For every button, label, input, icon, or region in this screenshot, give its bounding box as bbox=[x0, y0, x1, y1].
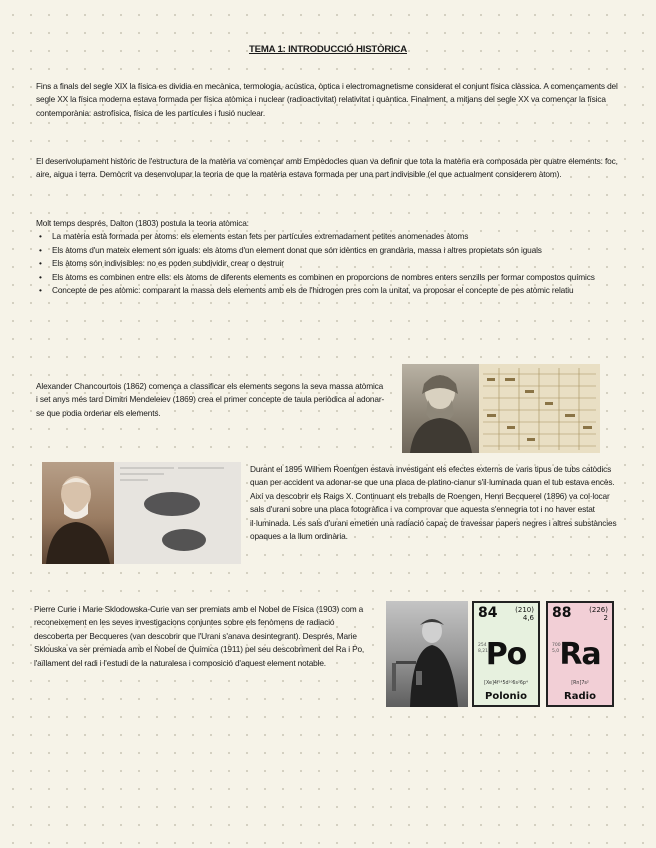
electron-configuration: [Rn]7s² bbox=[571, 681, 589, 686]
element-card-radium bbox=[546, 601, 614, 707]
marie-curie-photo bbox=[386, 601, 468, 707]
element-name: Polonio bbox=[485, 691, 527, 702]
atomic-mass: (210) 4,6 bbox=[515, 606, 534, 622]
element-card-polonium bbox=[472, 601, 540, 707]
dalton-intro: Molt temps després, Dalton (1803) postula la teoria atòmica: bbox=[36, 218, 249, 228]
periodic-table-manuscript bbox=[479, 364, 600, 453]
list-item: • Els àtoms són indivisibles: no es poden subdividir, crear o destruir bbox=[52, 257, 620, 270]
element-symbol: Po bbox=[485, 637, 527, 672]
element-symbol: Ra bbox=[559, 637, 601, 672]
atomic-number: 88 bbox=[552, 605, 572, 621]
atomic-number: 84 bbox=[478, 605, 498, 621]
empedocles-paragraph: El desenvolupament històric de l'estructura de la matèria va començar amb Empèdocles quan va definir que tota la matèria era composada per quatre elements: foc, aire, aigua i terra. Demòcrit va desenvolupar la teoria de que la matèria estava formada per una part indivisible (el que actualment considerem àtom). bbox=[36, 156, 618, 180]
photographic-plate bbox=[114, 462, 241, 564]
list-item: • Concepte de pes atòmic: comparant la massa dels elements amb els de l'hidrogen pres com la unitat, va proposar el concepte de pes atòmic relatiu bbox=[52, 284, 620, 297]
curie-paragraph: Pierre Curie i Marie Sklodowska-Curie van ser premiats amb el Nobel de Física (1903) com a reconeixement en les seves investigacions conjuntes sobre els fenòmens de radiació descoberta per Becqueres (van descobrir que l'Urani s'anava desintegrant). Després, Marie Sklouska va ser premiada amb el Nobel de Química (1911) pel seu descobriment del Ra i Po, l'aïllament del radi i l'estudi de la naturalesa i composició d'aquest element notable. bbox=[34, 604, 365, 668]
element-properties: 700 5,0 bbox=[552, 643, 561, 654]
intro-paragraph: Fins a finals del segle XIX la física es dividia en mecànica, termologia, acústica, òptica i electromagnetisme considerat el conjunt física clàssica. A començaments del segle XX la física moderna estava formada per física atòmica i nuclear (radioactivitat) relativitat i quàntica. Finalment, a mitjans del segle XX va començar la física contemporània: astrofísica, física de les partícules i fusió nuclear. bbox=[36, 81, 618, 118]
dalton-list bbox=[36, 230, 620, 297]
atomic-mass: (226) 2 bbox=[589, 606, 608, 622]
list-item: • Els àtoms es combinen entre ells: els àtoms de diferents elements es combinen en proporcions de nombres enters senzills per formar compostos químics bbox=[52, 271, 620, 284]
list-item: • Els àtoms d'un mateix element són iguals: els àtoms d'un element donat que són idèntics en grandària, massa i altres propietats són iguals bbox=[52, 244, 620, 257]
becquerel-photo bbox=[42, 462, 114, 564]
chancourtois-paragraph: Alexander Chancourtois (1862) comença a classificar els elements segons la seva massa atòmica i set anys més tard Dimitri Mendeleiev (1869) crea el primer concepte de taula periòdica al adonar-se que podia ordenar els elements. bbox=[36, 381, 385, 418]
list-item: • La matèria està formada per àtoms: els elements estan fets per partícules extremadament petites anomenades àtoms bbox=[52, 230, 620, 243]
element-properties: 254 8,21 bbox=[478, 643, 489, 654]
dalton-section bbox=[36, 217, 620, 297]
electron-configuration: [Xe]4f¹⁴5d¹⁰6s²6p⁴ bbox=[484, 681, 528, 686]
roentgen-paragraph: Durant el 1895 Wilhem Roentgen estava investigant els efectes externs de varis tipus de tubs catòdics quan per accident va adonar-se que una placa de platino-cianur s'il·luminada quan el tub estava encès. Així va descobrir els Raigs X. Continuant els treballs de Roengen, Henri Becquerel (1896) va col·locar sals d'urani sobre una placa fotogràfica i va comprovar que aquesta s'ennegria tot i no haver estat il·luminada. Les sals d'urani emetien una radiació capaç de travessar papers negres i altres substàncies opaques a la llum ordinària. bbox=[250, 464, 617, 542]
page-title: TEMA 1: INTRODUCCIÓ HISTÒRICA bbox=[248, 44, 407, 55]
element-name: Radio bbox=[564, 691, 596, 702]
mendeleev-photo bbox=[402, 364, 479, 453]
